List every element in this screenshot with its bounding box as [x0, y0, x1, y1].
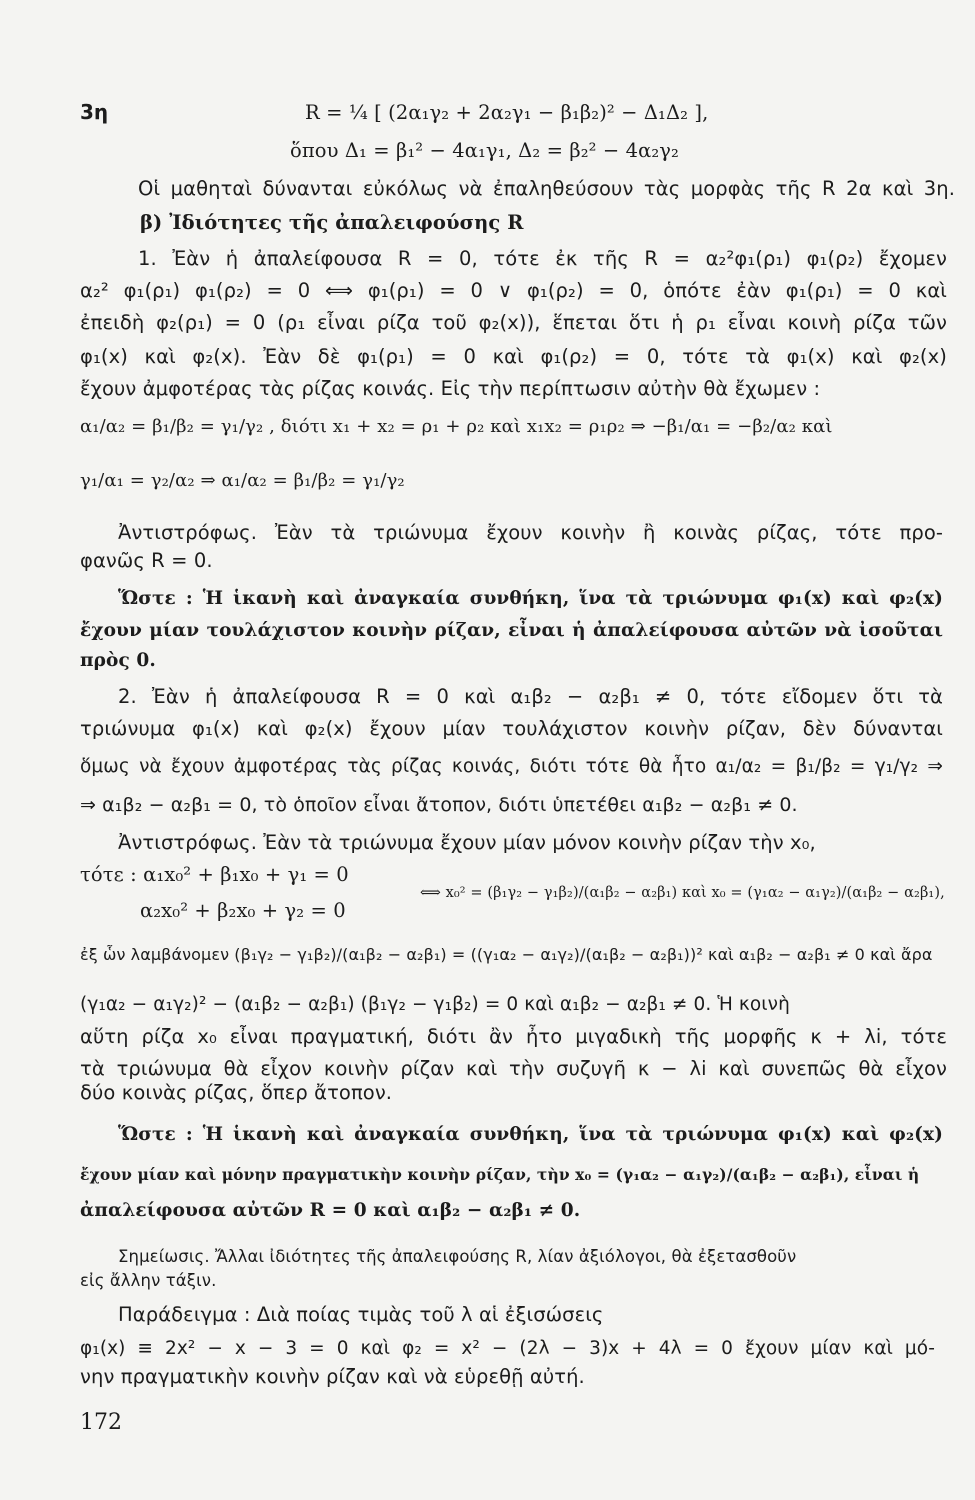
subsection-heading: β) Ἰδιότητες τῆς ἀπαλειφούσης R — [140, 211, 524, 234]
theorem-line: ἔχουν μίαν καὶ μόνην πραγματικὴν κοινὴν ρίζαν, τὴν x₀ = (γ₁α₂ − α₁γ₂)/(α₁β₂ − α₂β₁), εἶναι ἡ — [80, 1165, 920, 1184]
theorem-line: πρὸς 0. — [80, 650, 156, 671]
example-heading: Παράδειγμα : Διὰ ποίας τιμὰς τοῦ λ αἱ ἐξισώσεις — [118, 1303, 604, 1326]
section-label: 3η — [80, 100, 109, 124]
paragraph-line: α₂² φ₁(ρ₁) φ₁(ρ₂) = 0 ⟺ φ₁(ρ₁) = 0 ∨ φ₁(ρ₂) = 0, ὁπότε ἐὰν φ₁(ρ₁) = 0 καὶ — [80, 279, 947, 302]
derivation-line: (γ₁α₂ − α₁γ₂)² − (α₁β₂ − α₂β₁) (β₁γ₂ − γ₁β₂) = 0 καὶ α₁β₂ − α₂β₁ ≠ 0. Ἡ κοινὴ — [80, 994, 790, 1015]
page-number: 172 — [80, 1410, 122, 1435]
theorem-line: ἀπαλείφουσα αὐτῶν R = 0 καὶ α₁β₂ − α₂β₁ ≠ 0. — [80, 1200, 581, 1221]
resultant-formula: R = ¼ [ (2α₁γ₂ + 2α₂γ₁ − β₁β₂)² − Δ₁Δ₂ ], — [305, 101, 709, 124]
verification-note: Οἱ μαθηταὶ δύνανται εὐκόλως νὰ ἐπαληθεύσουν τὰς μορφὰς τῆς R 2α καὶ 3η. — [138, 177, 955, 200]
converse-line: φανῶς R = 0. — [80, 549, 213, 572]
system-equation-2: α₂x₀² + β₂x₀ + γ₂ = 0 — [140, 899, 346, 922]
delta-definitions: ὅπου Δ₁ = β₁² − 4α₁γ₁, Δ₂ = β₂² − 4α₂γ₂ — [290, 139, 679, 162]
paragraph-line: δύο κοινὰς ρίζας, ὅπερ ἄτοπον. — [80, 1081, 393, 1104]
system-equation-1: τότε : α₁x₀² + β₁x₀ + γ₁ = 0 — [80, 863, 349, 886]
paragraph-line: ⇒ α₁β₂ − α₂β₁ = 0, τὸ ὁποῖον εἶναι ἄτοπον, διότι ὑπετέθει α₁β₂ − α₂β₁ ≠ 0. — [80, 794, 798, 816]
paragraph-line: τριώνυμα φ₁(x) καὶ φ₂(x) ἔχουν μίαν τουλάχιστον κοινὴν ρίζαν, δὲν δύνανται — [80, 717, 943, 740]
converse-line: Ἀντιστρόφως. Ἐὰν τὰ τριώνυμα ἔχουν κοινὴν ἢ κοινὰς ρίζας, τότε προ- — [118, 521, 943, 544]
note-line: Σημείωσις. Ἄλλαι ἰδιότητες τῆς ἀπαλειφούσης R, λίαν ἀξιόλογοι, θὰ ἐξετασθοῦν — [118, 1247, 797, 1266]
paragraph-line: ἔχουν ἀμφοτέρας τὰς ρίζας κοινάς. Εἰς τὴν περίπτωσιν αὐτὴν θὰ ἔχωμεν : — [80, 377, 821, 400]
paragraph-line: αὕτη ρίζα x₀ εἶναι πραγματική, διότι ἂν ἦτο μιγαδικὴ τῆς μορφῆς κ + λi, τότε — [80, 1025, 947, 1048]
theorem-line: Ὥστε : Ἡ ἱκανὴ καὶ ἀναγκαία συνθήκη, ἵνα τὰ τριώνυμα φ₁(x) καὶ φ₂(x) — [118, 588, 943, 609]
paragraph-line: 1. Ἐὰν ἡ ἀπαλείφουσα R = 0, τότε ἐκ τῆς R = α₂²φ₁(ρ₁) φ₁(ρ₂) ἔχομεν — [138, 247, 947, 270]
derivation-line: ἐξ ὧν λαμβάνομεν (β₁γ₂ − γ₁β₂)/(α₁β₂ − α₂β₁) = ((γ₁α₂ − α₁γ₂)/(α₁β₂ − α₂β₁))² καὶ α₁β₂ − α₂β₁ ≠ 0 καὶ ἄρα — [80, 945, 933, 964]
paragraph-line: ὅμως νὰ ἔχουν ἀμφοτέρας τὰς ρίζας κοινάς, διότι τότε θὰ ἦτο α₁/α₂ = β₁/β₂ = γ₁/γ₂ ⇒ — [80, 756, 943, 777]
paragraph-line: φ₁(x) καὶ φ₂(x). Ἐὰν δὲ φ₁(ρ₁) = 0 καὶ φ₁(ρ₂) = 0, τότε τὰ φ₁(x) καὶ φ₂(x) — [80, 345, 947, 368]
example-line: νην πραγματικὴν κοινὴν ρίζαν καὶ νὰ εὑρεθῇ αὐτή. — [80, 1365, 585, 1388]
example-line: φ₁(x) ≡ 2x² − x − 3 = 0 καὶ φ₂ = x² − (2λ − 3)x + 4λ = 0 ἔχουν μίαν καὶ μό- — [80, 1338, 935, 1359]
theorem-line: ἔχουν μίαν τουλάχιστον κοινὴν ρίζαν, εἶναι ἡ ἀπαλείφουσα αὐτῶν νὰ ἰσοῦται — [80, 620, 943, 641]
theorem-line: Ὥστε : Ἡ ἱκανὴ καὶ ἀναγκαία συνθήκη, ἵνα τὰ τριώνυμα φ₁(x) καὶ φ₂(x) — [118, 1124, 943, 1145]
equation-line: α₁/α₂ = β₁/β₂ = γ₁/γ₂ , διότι x₁ + x₂ = ρ₁ + ρ₂ καὶ x₁x₂ = ρ₁ρ₂ ⇒ −β₁/α₁ = −β₂/α₂ καὶ — [80, 416, 833, 437]
paragraph-line: 2. Ἐὰν ἡ ἀπαλείφουσα R = 0 καὶ α₁β₂ − α₂β₁ ≠ 0, τότε εἴδομεν ὅτι τὰ — [118, 685, 943, 708]
converse-line: Ἀντιστρόφως. Ἐὰν τὰ τριώνυμα ἔχουν μίαν μόνον κοινὴν ρίζαν τὴν x₀, — [118, 831, 816, 854]
system-solution: ⟺ x₀² = (β₁γ₂ − γ₁β₂)/(α₁β₂ − α₂β₁) καὶ x₀ = (γ₁α₂ − α₁γ₂)/(α₁β₂ − α₂β₁), — [420, 885, 945, 901]
paragraph-line: τὰ τριώνυμα θὰ εἶχον κοινὴν ρίζαν καὶ τὴν συζυγῆ κ − λi καὶ συνεπῶς θὰ εἶχον — [80, 1057, 947, 1080]
equation-line: γ₁/α₁ = γ₂/α₂ ⇒ α₁/α₂ = β₁/β₂ = γ₁/γ₂ — [80, 470, 405, 491]
paragraph-line: ἐπειδὴ φ₂(ρ₁) = 0 (ρ₁ εἶναι ρίζα τοῦ φ₂(x)), ἕπεται ὅτι ἡ ρ₁ εἶναι κοινὴ ρίζα τῶν — [80, 311, 947, 334]
note-line: εἰς ἄλλην τάξιν. — [80, 1271, 217, 1290]
